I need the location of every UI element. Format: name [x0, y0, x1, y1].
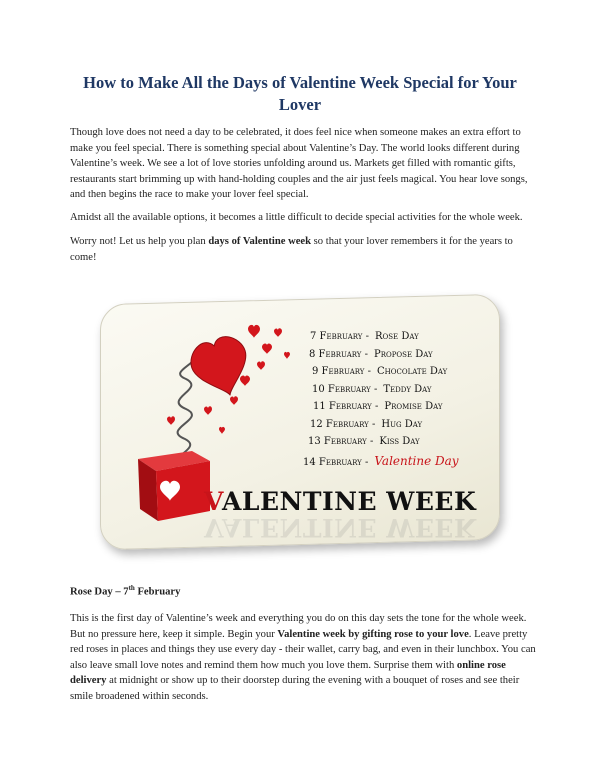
small-heart-icon	[248, 325, 260, 338]
intro-paragraph: Though love does not need a day to be celebrated, it does feel nice when someone makes an extra effort to make you feel special. There is something special about Valentine’s Day. The world looks different during Valentine’s week. We see a lot of love stories unfolding around us. Markets get filled with romantic gifts, restaurants start brimming up with hand-holding couples and the air just feels magical. You hear love songs, and then begins the race to make your lover feel special.	[70, 127, 528, 201]
schedule-row	[310, 419, 422, 430]
schedule-date: 10 February -	[312, 383, 378, 395]
rose-day-paragraph	[70, 611, 540, 705]
gift-box	[138, 451, 210, 521]
banner-rest: ALENTINE WEEK	[221, 487, 477, 516]
plan-text-start: Worry not! Let us help you plan	[70, 236, 209, 247]
plan-text-end: so that your lover remembers it for the years to come!	[70, 236, 513, 263]
plan-bold-link: days of Valentine week	[208, 236, 312, 247]
small-heart-icon	[167, 416, 175, 425]
schedule-day: Kiss Day	[379, 436, 420, 447]
schedule-row	[313, 401, 443, 412]
plan-paragraph	[70, 234, 540, 265]
schedule-day: Hug Day	[381, 418, 423, 430]
schedule-date: 12 February -	[310, 418, 376, 430]
schedule-day: Propose Day	[373, 348, 433, 360]
rose-text-2: . Leave pretty red roses in places and things they use every day - their wallet, carry bag, and even in their lunchbox. You can also leave small love notes and remind them how much you love them. Surprise them with	[70, 628, 536, 671]
small-heart-icon	[204, 406, 212, 415]
schedule-day: Chocolate Day	[376, 366, 448, 377]
heading-text: Rose Day – 7	[70, 586, 129, 598]
schedule-day: Rose Day	[374, 331, 419, 342]
schedule-row	[310, 331, 419, 342]
banner-reflection	[204, 513, 476, 542]
article-title: How to Make All the Days of Valentine Week Special for Your Lover	[83, 73, 517, 114]
schedule-date: 7 February -	[310, 331, 369, 342]
schedule-row	[308, 436, 420, 447]
schedule-date: 8 February -	[309, 348, 368, 360]
schedule-date: 9 February -	[312, 366, 371, 377]
heading-sup: th	[128, 584, 135, 592]
schedule-day: Teddy Day	[383, 383, 432, 395]
schedule-date: 14 February -	[303, 456, 369, 468]
reflection-initial: V	[204, 513, 222, 542]
banner-initial: V	[204, 487, 222, 516]
valentine-week-image	[100, 299, 500, 559]
schedule-day: Valentine Day	[374, 453, 459, 468]
schedule-date: 13 February -	[308, 436, 374, 447]
reflection-rest: ALENTINE WEEK	[221, 513, 477, 542]
rose-day-heading	[70, 584, 180, 598]
schedule-day: Promise Day	[384, 401, 443, 412]
valentine-week-banner	[204, 487, 476, 516]
schedule-row	[312, 384, 432, 395]
small-heart-icon	[262, 344, 272, 354]
small-heart-icon	[274, 328, 282, 337]
schedule-date: 11 February -	[313, 401, 379, 412]
small-heart-icon	[240, 376, 250, 386]
options-paragraph: Amidst all the available options, it becomes a little difficult to decide special activities for the whole week.	[70, 212, 523, 223]
schedule-row	[303, 454, 459, 468]
small-heart-icon	[284, 352, 290, 359]
small-heart-icon	[257, 361, 265, 370]
schedule-row	[309, 349, 433, 360]
rose-text-1: This is the first day of Valentine’s week and everything you do on this day sets the tone for the whole week. But no pressure here, keep it simple. Begin your	[70, 613, 527, 640]
heading-month: February	[134, 586, 181, 598]
big-heart-icon	[186, 332, 257, 404]
schedule-row	[312, 366, 447, 377]
rose-bold-1: Valentine week by gifting rose to your love	[277, 628, 469, 640]
rose-bold-2: online rose delivery	[70, 659, 506, 687]
rose-text-3: at midnight or show up to their doorstep during the evening with a bouquet of roses and see their smile broadened within seconds.	[70, 675, 520, 702]
small-heart-icon	[230, 396, 238, 405]
small-heart-icon	[219, 427, 225, 434]
